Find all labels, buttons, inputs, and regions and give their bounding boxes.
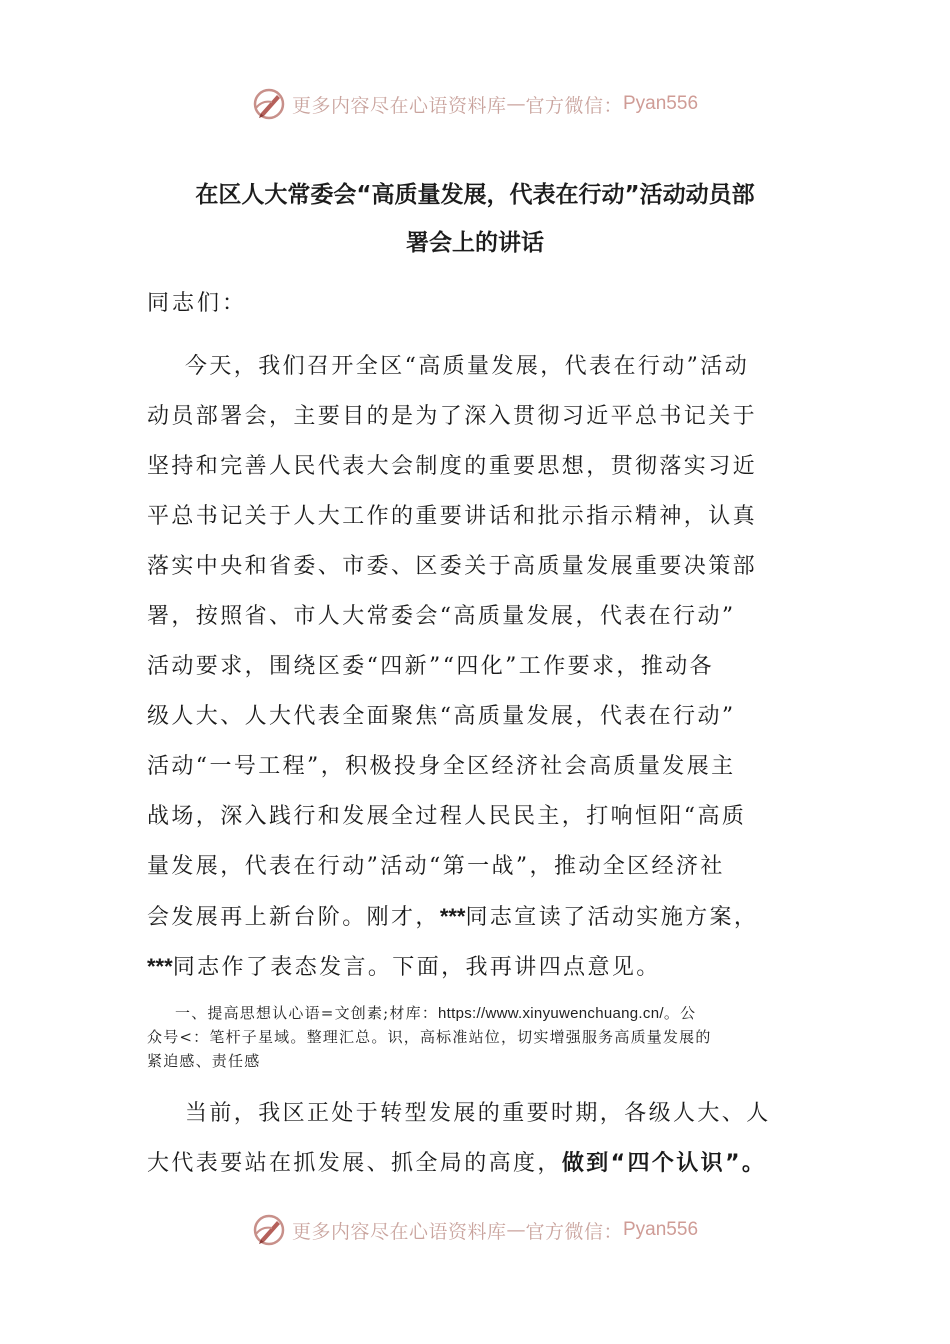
section-heading-text: 一、提高思想认心语=文创素;材库： [175,1004,439,1022]
paragraph-line: 活动要求，围绕区委“四新”“四化”工作要求，推动各 [147,654,714,679]
section-heading-line: 紧迫感、责任感 [147,1052,261,1070]
pen-logo-icon [252,1212,288,1248]
redacted-name: *** [439,904,466,929]
watermark-text: 更多内容尽在心语资料库 [291,1220,507,1243]
paragraph-text: 大代表要站在抓发展、抓全局的高度， [147,1151,562,1176]
paragraph-line [147,901,807,934]
watermark-banner-bottom [0,1210,950,1250]
paragraph-text: 会发展再上新台阶。刚才， [147,905,440,930]
section-heading-line [175,1002,840,1025]
paragraph-line: 署，按照省、市人大常委会“高质量发展，代表在行动” [147,604,736,629]
greeting: 同志们： [147,291,248,316]
paragraph-text: 同志宣读了活动实施方案， [465,905,759,930]
paragraph-line: 活动“一号工程”，积极投身全区经济社会高质量发展主 [147,754,736,779]
watermark-wechat-label: 官方微信： [525,94,623,117]
document-title-line-1: 在区人大常委会“高质量发展，代表在行动”活动动员部 [195,182,755,208]
paragraph-line: 今天，我们召开全区“高质量发展，代表在行动”活动 [185,354,750,379]
paragraph-line: 坚持和完善人民代表大会制度的重要思想，贯彻落实习近 [147,454,758,479]
document-title-line-2: 署会上的讲话 [406,230,544,256]
embedded-url: https://www.xinyuwenchuang.cn/ [438,1005,664,1022]
paragraph-line [147,951,807,984]
paragraph-line: 量发展，代表在行动”活动“第一战”，推动全区经济社 [147,854,725,879]
paragraph-text: 同志作了表态发言。下面，我再讲四点意见。 [172,955,661,980]
paragraph-line: 战场，深入践行和发展全过程人民民主，打响恒阳“高质 [147,804,747,829]
paragraph-line: 动员部署会，主要目的是为了深入贯彻习近平总书记关于 [147,404,758,429]
paragraph-line [147,1148,807,1180]
section-heading-text: 。公 [663,1004,697,1022]
paragraph-line: 级人大、人大代表全面聚焦“高质量发展，代表在行动” [147,704,736,729]
watermark-wechat-id: Pyan556 [623,93,699,114]
paragraph-line: 落实中央和省委、市委、区委关于高质量发展重要决策部 [147,554,758,579]
watermark-separator: — [506,93,526,115]
emphasis-text: 做到“四个认识”。 [561,1151,767,1176]
section-heading-line: 众号<：笔杆子星域。整理汇总。识，高标准站位，切实增强服务高质量发展的 [147,1028,712,1046]
watermark-banner-top [0,84,950,124]
paragraph-line: 当前，我区正处于转型发展的重要时期，各级人大、人 [185,1101,771,1126]
watermark-text: 更多内容尽在心语资料库 [291,94,507,117]
watermark-separator: — [506,1219,526,1241]
paragraph-line: 平总书记关于人大工作的重要讲话和批示指示精神，认真 [147,504,758,529]
pen-logo-icon [252,86,288,122]
watermark-wechat-id: Pyan556 [623,1219,699,1240]
redacted-name: *** [147,954,173,979]
watermark-wechat-label: 官方微信： [525,1220,623,1243]
